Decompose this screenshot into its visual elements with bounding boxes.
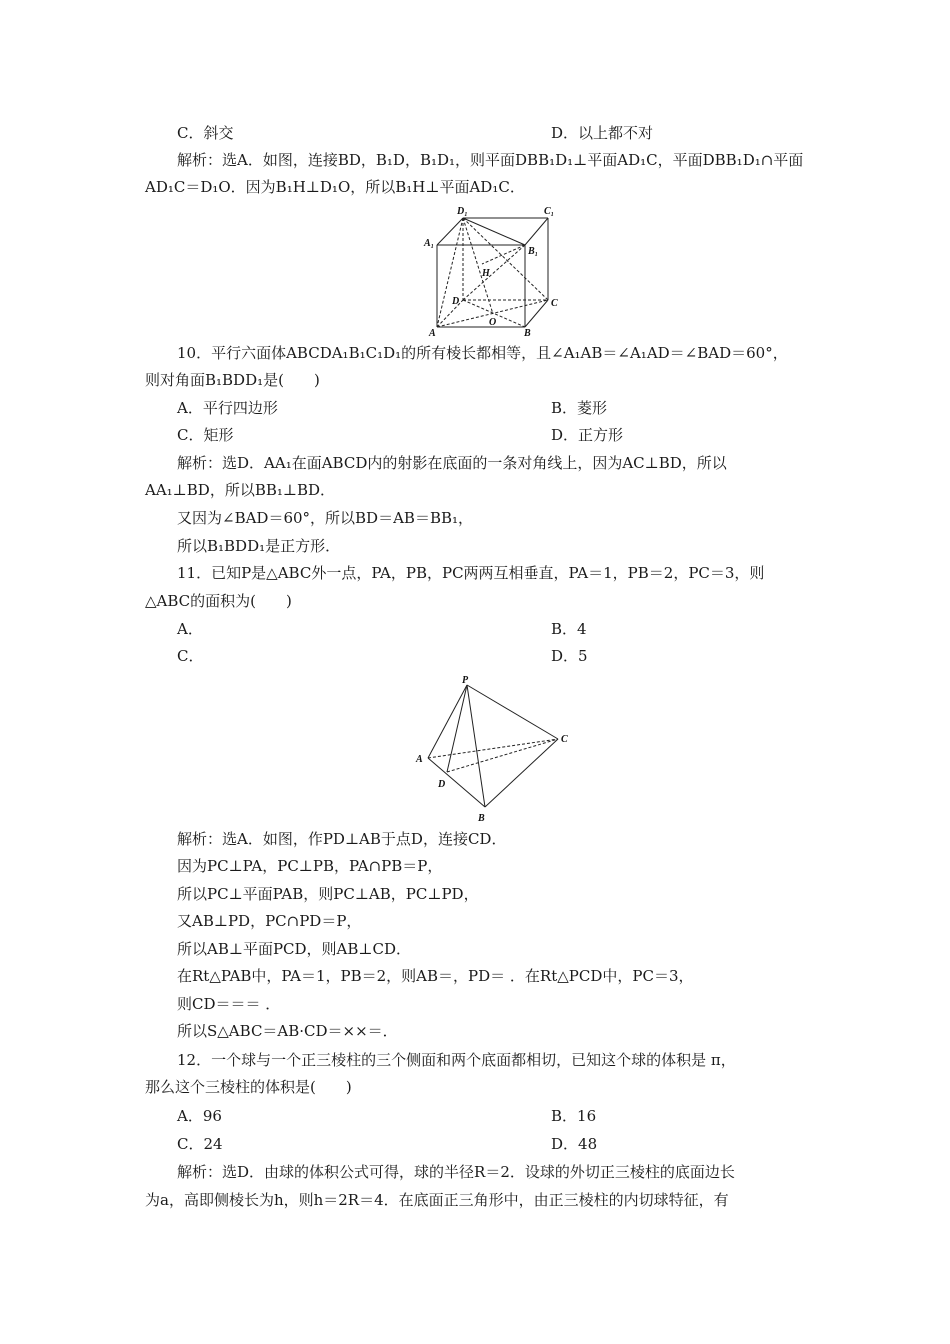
text-line: 所以AB⊥平面PCD，则AB⊥CD． [177,940,412,958]
edge-a1-d1 [437,218,463,245]
text-line: 则对角面B₁BDD₁是( ) [145,371,320,389]
text-line: A． [177,620,203,638]
text-line: 则CD＝＝＝ ． [177,995,281,1013]
text-line: 所以S△ABC＝AB·CD＝××＝． [177,1022,398,1040]
text-line: D．正方形 [551,426,624,444]
text-line: 为a，高即侧棱长为h，则h＝2R＝4．在底面正三角形中，由正三棱柱的内切球特征，有 [145,1191,729,1209]
edge-b-c [525,300,548,327]
label-b: B [524,328,531,339]
edge-d-c [447,739,558,772]
edge-d1-a [437,218,463,327]
edge-p-c [467,685,558,739]
text-line: 11．已知P是△ABC外一点，PA，PB，PC两两互相垂直，PA＝1，PB＝2，PC＝3，则 [177,564,765,582]
label-o: O [489,317,497,328]
text-line: 又AB⊥PD，PC∩PD＝P， [177,912,362,930]
text-line: A．平行四边形 [177,399,278,417]
text-line: 所以PC⊥平面PAB，则PC⊥AB，PC⊥PD， [177,885,479,903]
text-line: 所以B₁BDD₁是正方形． [177,537,341,555]
edge-p-a [428,685,467,758]
edge-p-d [447,685,467,772]
text-line: 因为PC⊥PA，PC⊥PB，PA∩PB＝P， [177,857,443,875]
edge-b1-c1 [525,218,548,245]
edge-b1-d [463,245,525,300]
text-line: D．48 [551,1135,598,1153]
edge-b-c [485,739,558,807]
label-p: P [462,675,469,686]
text-line: 在Rt△PAB中，PA＝1，PB＝2，则AB＝，PD＝ ．在Rt△PCD中，PC＝3， [177,967,694,985]
edge-b1-h [482,245,525,264]
text-line: 12．一个球与一个正三棱柱的三个侧面和两个底面都相切，已知这个球的体积是 π， [177,1051,736,1069]
text-line: D．以上都不对 [551,124,654,142]
label-c: C [551,298,558,309]
text-line: 10．平行六面体ABCDA₁B₁C₁D₁的所有棱长都相等，且∠A₁AB＝∠A₁AD＝∠BAD＝60°， [177,344,788,362]
edge-p-b [467,685,485,807]
label-d: D [452,296,460,307]
text-line: 解析：选A．如图，连接BD，B₁D，B₁D₁，则平面DBB₁D₁⊥平面AD₁C，平面DBB₁D₁∩平面 [177,151,804,169]
label-b1: B₁ [528,246,539,257]
edge-a-c [428,739,558,758]
text-line: 又因为∠BAD＝60°，所以BD＝AB＝BB₁， [177,509,474,527]
text-line: 解析：选D．由球的体积公式可得，球的半径R＝2．设球的外切正三棱柱的底面边长 [177,1163,735,1181]
text-line: C．斜交 [177,124,234,142]
label-c: C [561,734,568,745]
label-b: B [478,813,485,824]
text-line: C． [177,647,204,665]
label-a: A [429,328,436,339]
text-line: AA₁⊥BD，所以BB₁⊥BD． [145,481,336,499]
tetrahedron-figure [405,670,585,825]
text-line: △ABC的面积为( ) [145,592,292,610]
text-line: 那么这个三棱柱的体积是( ) [145,1078,352,1096]
cube-figure [420,200,570,340]
label-a1: A₁ [424,238,435,249]
edge-a-b [428,758,485,807]
label-a: A [416,754,423,765]
text-line: C．24 [177,1135,223,1153]
text-line: B．4 [551,620,587,638]
text-line: A．96 [177,1107,222,1125]
label-d: D [438,779,446,790]
text-line: C．矩形 [177,426,234,444]
text-line: D．5 [551,647,588,665]
text-line: 解析：选D．AA₁在面ABCD内的射影在底面的一条对角线上，因为AC⊥BD，所以 [177,454,727,472]
text-line: B．16 [551,1107,597,1125]
text-line: AD₁C＝D₁O．因为B₁H⊥D₁O，所以B₁H⊥平面AD₁C． [145,178,525,196]
label-c1: C₁ [544,206,555,217]
label-d1: D₁ [457,206,468,217]
edge-d1-b1 [463,218,525,245]
label-h: H [482,268,490,279]
text-line: 解析：选A．如图，作PD⊥AB于点D，连接CD． [177,830,507,848]
text-line: B．菱形 [551,399,608,417]
